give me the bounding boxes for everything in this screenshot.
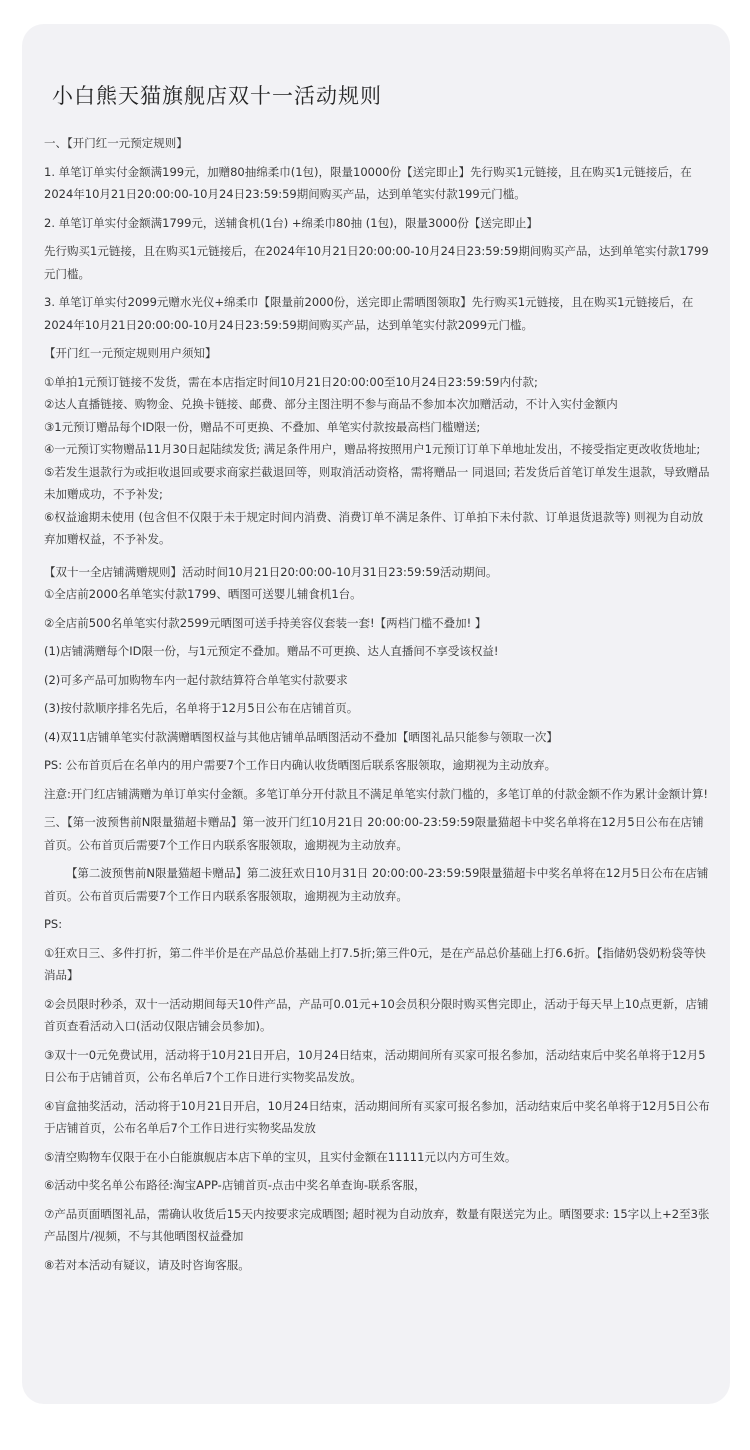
rule-paragraph: (3)按付款顺序排名先后，名单将于12月5日公布在店铺首页。	[44, 701, 359, 715]
rule-paragraph: (2)可多产品可加购物车内一起付款结算符合单笔实付款要求	[44, 672, 348, 687]
rule-paragraph: 2. 单笔订单实付金额满1799元，送辅食机(1台) +绵柔巾80抽 (1包)，限量3000份【送完即止】	[44, 215, 538, 230]
ps-item: ①狂欢日三、多件打折，第二件半价是在产品总价基础上打7.5折;第三件0元，是在产品总价基础上打6.6折。【指储奶袋奶粉袋等快消品】	[44, 945, 706, 982]
page-title: 小白熊天猫旗舰店双十一活动规则	[52, 84, 382, 108]
ps-label: PS:	[44, 917, 63, 931]
ps-item: ⑥活动中奖名单公布路径:淘宝APP-店铺首页-点击中奖名单查询-联系客服，	[44, 1178, 426, 1192]
notice-item: ②达人直播链接、购物金、兑换卡链接、邮费、部分主图注明不参与商品不参加本次加赠活动，不计入实付金额内	[44, 397, 618, 411]
notice-item: ⑥权益逾期未使用 (包含但不仅限于未于规定时间内消费、消费订单不满足条件、订单拍下未付款、订单退货退款等) 则视为自动放弃加赠权益，不予补发。	[44, 509, 704, 546]
ps-item: ②会员限时秒杀，双十一活动期间每天10件产品，产品可0.01元+10会员积分限时购买售完即止，活动于每天早上10点更新，店铺首页查看活动入口(活动仅限店铺会员参加)。	[44, 996, 709, 1033]
rule-paragraph: 三、【第一波预售前N限量猫超卡赠品】第一波开门红10月21日 20:00:00-23:59:59限量猫超卡中奖名单将在12月5日公布在店铺首页。公布首页后需要7个工作日内联系客服领取，逾期视为主动放弃。	[44, 815, 704, 852]
notice-item: ④一元预订实物赠品11月30日起陆续发货; 满足条件用户，赠品将按照用户1元预订订单下单地址发出，不接受指定更改收货地址;	[44, 442, 701, 456]
attention-note: 注意:开门红店铺满赠为单订单实付金额。多笔订单分开付款且不满足单笔实付款门槛的，多笔订单的付款金额不作为累计金额计算!	[44, 786, 708, 801]
ps-item: ⑧若对本活动有疑议，请及时咨询客服。	[44, 1257, 250, 1272]
rule-paragraph: (1)店铺满赠每个ID限一份，与1元预定不叠加。赠品不可更换、达人直播间不享受该权益!	[44, 644, 499, 658]
notice-item: ⑤若发生退款行为或拒收退回或要求商家拦截退回等，则取消活动资格，需将赠品一 同退回; 若发货后首笔订单发生退款，导致赠品未加赠成功，不予补发;	[44, 464, 710, 501]
rule-paragraph: (4)双11店铺单笔实付款满赠晒图权益与其他店铺单品晒图活动不叠加【晒图礼品只能参与领取一次】	[44, 729, 558, 744]
rule-paragraph: ②全店前500名单笔实付款2599元晒图可送手持美容仪套装一套!【两档门槛不叠加! 】	[44, 615, 487, 630]
ps-item: ④盲盒抽奖活动，活动将于10月21日开启，10月24日结束，活动期间所有买家可报名参加，活动结束后中奖名单将于12月5日公布于店铺首页，公布名单后7个工作日进行实物奖品发放	[44, 1098, 710, 1135]
section-heading: 【开门红一元预定规则用户须知】	[44, 346, 217, 360]
ps-item: ③双十一0元免费试用，活动将于10月21日开启，10月24日结束，活动期间所有买家可报名参加，活动结束后中奖名单将于12月5日公布于店铺首页，公布名单后7个工作日进行实物奖品发放。	[44, 1047, 706, 1084]
section-heading: 【双十一全店铺满赠规则】活动时间10月21日20:00:00-10月31日23:59:59活动期间。	[44, 564, 498, 579]
rules-card	[22, 24, 730, 1404]
ps-note: PS: 公布首页后在名单内的用户需要7个工作日内确认收货晒图后联系客服领取，逾期视为主动放弃。	[44, 758, 557, 772]
ps-item: ⑦产品页面晒图礼品，需确认收货后15天内按要求完成晒图; 超时视为自动放弃，数量有限送完为止。晒图要求: 15字以上+2至3张产品图片/视频，不与其他晒图权益叠加	[44, 1206, 710, 1243]
notice-item: ①单拍1元预订链接不发货，需在本店指定时间10月21日20:00:00至10月24日23:59:59内付款;	[44, 374, 538, 389]
rule-paragraph: 1. 单笔订单实付金额满199元，加赠80抽绵柔巾(1包)，限量10000份【送完即止】先行购买1元链接，且在购买1元链接后，在2024年10月21日20:00:00-10月24日23:59:59期间购买产品，达到单笔实付款199元门槛。	[44, 164, 692, 201]
ps-item: ⑤清空购物车仅限于在小白能旗舰店本店下单的宝贝，且实付金额在11111元以内方可生效。	[44, 1149, 517, 1164]
rule-paragraph: 【第二波预售前N限量猫超卡赠品】第二波狂欢日10月31日 20:00:00-23:59:59限量猫超卡中奖名单将在12月5日公布在店铺首页。公布首页后需要7个工作日内联系客服领取，逾期视为主动放弃。	[44, 866, 709, 903]
section-heading: 一、【开门红一元预定规则】	[44, 136, 188, 150]
rule-paragraph: 3. 单笔订单实付2099元赠水光仪+绵柔巾【限量前2000份，送完即止需晒图领取】先行购买1元链接，且在购买1元链接后，在2024年10月21日20:00:00-10月24日23:59:59期间购买产品，达到单笔实付款2099元门槛。	[44, 295, 694, 332]
notice-item: ③1元预订赠品每个ID限一份，赠品不可更换、不叠加、单笔实付款按最高档门槛赠送;	[44, 419, 481, 434]
rule-paragraph: 先行购买1元链接，且在购买1元链接后，在2024年10月21日20:00:00-10月24日23:59:59期间购买产品，达到单笔实付款1799元门槛。	[44, 244, 709, 281]
rule-paragraph: ①全店前2000名单笔实付款1799、晒图可送婴儿辅食机1台。	[44, 587, 362, 601]
